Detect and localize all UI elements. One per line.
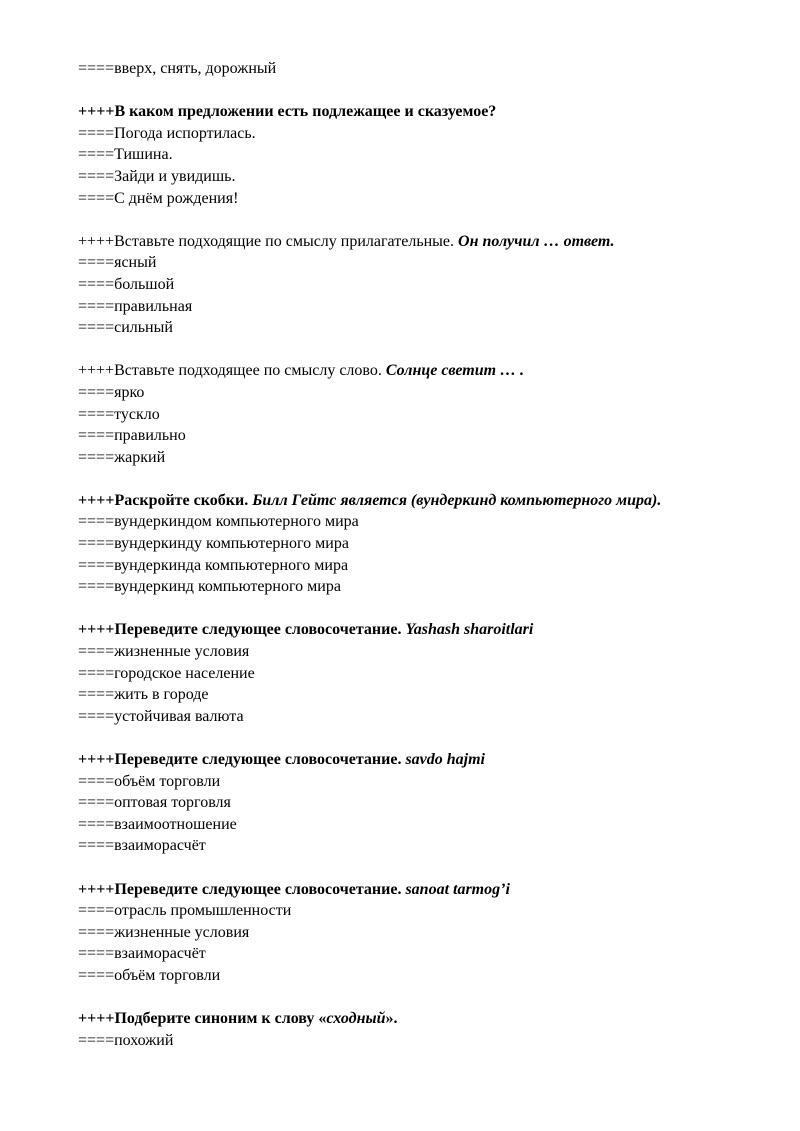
answer-option: ====жаркий bbox=[78, 448, 166, 466]
document-page bbox=[78, 58, 728, 1073]
question-block bbox=[78, 231, 728, 339]
question-segment: Билл Гейтс является (вундеркинд компьютерного мира). bbox=[252, 491, 662, 509]
question-segment: ++++Переведите следующее словосочетание. bbox=[78, 880, 406, 898]
answer-option: ====сильный bbox=[78, 319, 173, 337]
question-segment: ++++Переведите следующее словосочетание. bbox=[78, 621, 406, 639]
question-segment: ++++Раскройте скобки. bbox=[78, 491, 253, 509]
answer-option: ====Тишина. bbox=[78, 146, 173, 164]
answer-option: ====С днём рождения! bbox=[78, 189, 239, 207]
answer-option: ====Зайди и увидишь. bbox=[78, 167, 236, 185]
answer-option: ====жизненные условия bbox=[78, 643, 250, 661]
question-text bbox=[78, 749, 728, 771]
question-segment: ++++Вставьте подходящие по смыслу прилагательные. bbox=[78, 232, 459, 250]
question-segment: Он получил … ответ. bbox=[458, 232, 615, 250]
answer-option: ====объём торговли bbox=[78, 966, 221, 984]
answer-option: ====взаимоотношение bbox=[78, 815, 237, 833]
question-block bbox=[78, 749, 728, 857]
answer-option: ====правильно bbox=[78, 427, 186, 445]
answer-option: ====вундеркинд компьютерного мира bbox=[78, 578, 341, 596]
question-text bbox=[78, 360, 728, 382]
question-block bbox=[78, 619, 728, 727]
answer-option: ====взаиморасчёт bbox=[78, 945, 206, 963]
question-segment: ++++В каком предложении есть подлежащее и сказуемое? bbox=[78, 103, 497, 121]
question-block bbox=[78, 58, 728, 80]
answer-option: ====Погода испортилась. bbox=[78, 124, 256, 142]
question-text bbox=[78, 879, 728, 901]
question-block bbox=[78, 879, 728, 987]
answer-option: ====вверх, снять, дорожный bbox=[78, 60, 277, 77]
answer-option: ====вундеркинду компьютерного мира bbox=[78, 535, 349, 553]
answer-option: ====большой bbox=[78, 275, 175, 293]
answer-option: ====вундеркинда компьютерного мира bbox=[78, 556, 349, 574]
answer-option: ====жизненные условия bbox=[78, 923, 250, 941]
answer-option: ====ясный bbox=[78, 254, 157, 272]
question-text bbox=[78, 1008, 728, 1030]
answer-option: ====жить в городе bbox=[78, 686, 209, 704]
answer-option: ====оптовая торговля bbox=[78, 794, 231, 812]
answer-option: ====правильная bbox=[78, 297, 193, 315]
question-text bbox=[78, 101, 728, 123]
question-segment: savdo hajmi bbox=[405, 751, 485, 768]
question-segment: ++++Вставьте подходящее по смыслу слово. bbox=[78, 362, 386, 380]
question-segment: сходный bbox=[326, 1010, 386, 1028]
question-block bbox=[78, 101, 728, 209]
question-segment: sanoat tarmog’i bbox=[405, 880, 510, 898]
answer-option: ====тускло bbox=[78, 405, 160, 423]
question-text bbox=[78, 231, 728, 253]
question-block bbox=[78, 360, 728, 468]
question-block bbox=[78, 1008, 728, 1051]
question-segment: Yashash sharoitlari bbox=[405, 621, 534, 639]
question-text bbox=[78, 490, 728, 512]
answer-option: ====похожий bbox=[78, 1031, 174, 1049]
answer-option: ====отрасль промышленности bbox=[78, 902, 292, 920]
question-segment: Солнце светит … . bbox=[385, 362, 525, 380]
question-segment: ++++Переведите следующее словосочетание. bbox=[78, 751, 406, 768]
answer-option: ====устойчивая валюта bbox=[78, 707, 244, 725]
test-content bbox=[78, 58, 728, 1051]
answer-option: ====взаиморасчёт bbox=[78, 837, 206, 855]
question-text bbox=[78, 619, 728, 641]
answer-option: ====вундеркиндом компьютерного мира bbox=[78, 513, 359, 531]
question-block bbox=[78, 490, 728, 598]
answer-option: ====объём торговли bbox=[78, 772, 221, 790]
question-segment: ++++Подберите синоним к слову « bbox=[78, 1010, 327, 1028]
question-segment: ». bbox=[385, 1010, 398, 1028]
answer-option: ====городское население bbox=[78, 664, 255, 682]
answer-option: ====ярко bbox=[78, 383, 145, 401]
